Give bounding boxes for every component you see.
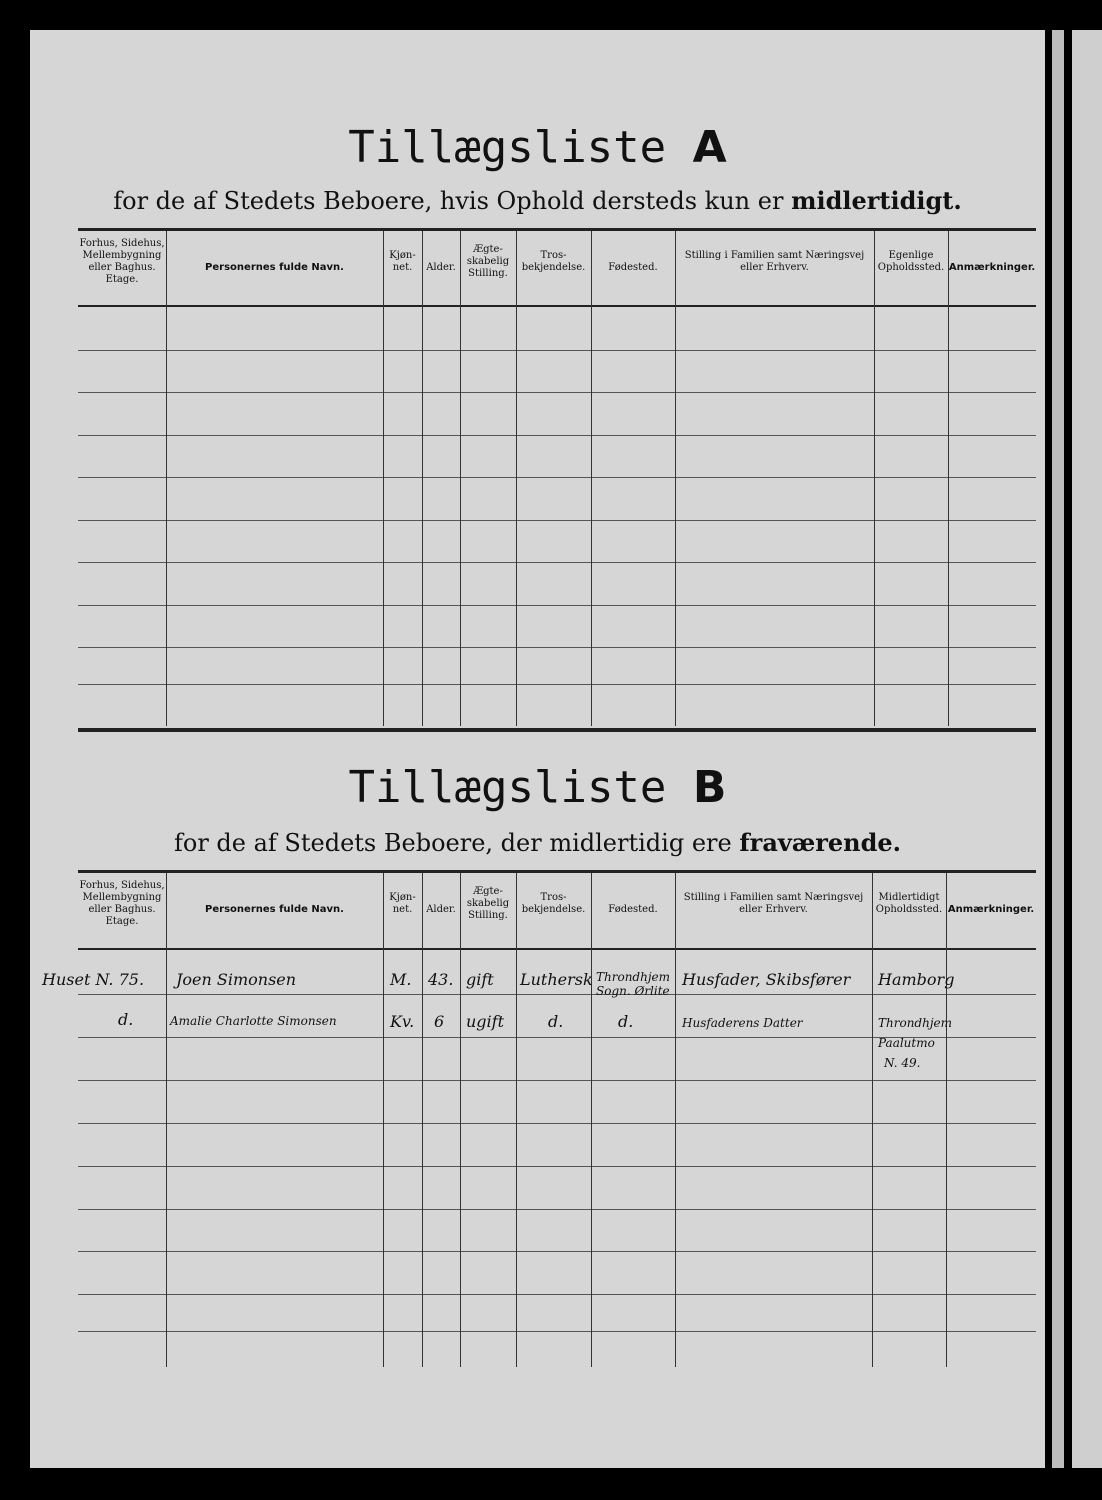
list-b-row-line — [78, 1251, 1036, 1252]
section-divider — [78, 728, 1036, 732]
list-a-row-line — [78, 392, 1036, 393]
cell-name: Amalie Charlotte Simonsen — [170, 1014, 337, 1028]
header-age: Alder. — [426, 262, 456, 273]
list-b-col-divider — [166, 873, 167, 1367]
cell-age: 6 — [434, 1012, 445, 1031]
list-a-header-rule — [78, 305, 1036, 307]
list-a-subtitle-text: for de af Stedets Beboere, hvis Ophold dersteds kun er — [113, 187, 784, 215]
adjacent-page — [1072, 30, 1102, 1468]
cell-sex: M. — [390, 970, 412, 989]
header-sex: Kjøn-net. — [389, 892, 416, 915]
header-birthplace: Fødested. — [608, 904, 658, 915]
list-b-col-divider — [460, 873, 461, 1367]
header-remarks: Anmærkninger. — [947, 904, 1035, 915]
header-age: Alder. — [426, 904, 456, 915]
list-a-title-text: Tillægsliste — [348, 122, 667, 173]
header-residence: Egenlige Opholdssted. — [877, 250, 945, 273]
cell-residence: Hamborg — [878, 970, 955, 989]
list-b-title-text: Tillægsliste — [348, 762, 667, 813]
list-b-top-rule — [78, 870, 1036, 873]
list-a-col-divider — [675, 231, 676, 726]
list-b-title — [30, 762, 1045, 813]
cell-residence-note: N. 49. — [884, 1056, 921, 1070]
list-a-col-divider — [460, 231, 461, 726]
list-a-row-line — [78, 647, 1036, 648]
list-b-row-line — [78, 1209, 1036, 1210]
cell-building: d. — [118, 1010, 134, 1029]
header-religion: Tros-bekjendelse. — [521, 250, 586, 273]
list-b-col-divider — [422, 873, 423, 1367]
list-b-col-divider — [516, 873, 517, 1367]
header-building: Forhus, Sidehus, Mellembygning eller Baghus. Etage. — [79, 880, 165, 927]
list-a-row-line — [78, 684, 1036, 685]
list-b-row-line — [78, 1294, 1036, 1295]
list-b-table — [42, 870, 1036, 1368]
list-a-title-letter: A — [692, 122, 727, 173]
list-b-col-divider — [591, 873, 592, 1367]
cell-birthplace: Throndhjem Sogn. Ørlite — [596, 970, 671, 998]
cell-marital: gift — [466, 970, 494, 989]
list-b-col-divider — [872, 873, 873, 1367]
cell-age: 43. — [428, 970, 454, 989]
list-b-row-line — [78, 994, 1036, 995]
cell-residence-note: Paalutmo — [878, 1036, 935, 1050]
list-a-col-divider — [874, 231, 875, 726]
cell-religion: d. — [548, 1012, 564, 1031]
list-a-row-line — [78, 605, 1036, 606]
list-a-col-divider — [591, 231, 592, 726]
cell-occupation: Husfader, Skibsfører — [682, 970, 851, 989]
list-b-title-letter: B — [692, 762, 727, 813]
list-b-col-divider — [946, 873, 947, 1367]
header-sex: Kjøn-net. — [389, 250, 416, 273]
list-b-col-divider — [675, 873, 676, 1367]
cell-religion: Luthersk — [520, 970, 593, 989]
header-birthplace: Fødested. — [608, 262, 658, 273]
cell-building: Huset N. 75. — [42, 970, 145, 989]
header-occupation: Stilling i Familien samt Næringsvej eller Erhverv. — [683, 892, 864, 915]
list-a-col-divider — [516, 231, 517, 726]
list-b-subtitle-text: for de af Stedets Beboere, der midlertidig ere — [173, 829, 732, 857]
header-remarks: Anmærkninger. — [948, 262, 1036, 273]
list-a-table — [78, 228, 1036, 728]
adjacent-page-edge — [1052, 30, 1064, 1468]
header-marital: Ægte-skabelig Stilling. — [466, 886, 510, 921]
list-b-row-line — [78, 1166, 1036, 1167]
header-name: Personernes fulde Navn. — [205, 262, 344, 273]
list-a-col-divider — [166, 231, 167, 726]
list-b-row-line — [78, 1123, 1036, 1124]
header-religion: Tros-bekjendelse. — [521, 892, 586, 915]
list-a-row-line — [78, 520, 1036, 521]
list-b-subtitle — [30, 828, 1045, 857]
header-marital: Ægte-skabelig Stilling. — [466, 244, 510, 279]
list-a-subtitle — [30, 186, 1045, 215]
cell-marital: ugift — [466, 1012, 505, 1031]
list-b-col-divider — [383, 873, 384, 1367]
census-page — [30, 30, 1045, 1468]
header-name: Personernes fulde Navn. — [205, 904, 344, 915]
cell-birthplace: d. — [618, 1012, 634, 1031]
list-a-row-line — [78, 350, 1036, 351]
cell-occupation: Husfaderens Datter — [682, 1016, 803, 1030]
list-a-row-line — [78, 477, 1036, 478]
header-residence: Midlertidigt Opholdssted. — [875, 892, 943, 915]
cell-residence: Throndhjem — [878, 1016, 953, 1030]
list-b-row-line — [78, 1080, 1036, 1081]
list-a-top-rule — [78, 228, 1036, 231]
list-a-row-line — [78, 435, 1036, 436]
cell-name: Joen Simonsen — [176, 970, 297, 989]
header-occupation: Stilling i Familien samt Næringsvej eller Erhverv. — [684, 250, 865, 273]
cell-sex: Kv. — [390, 1012, 415, 1031]
list-a-row-line — [78, 562, 1036, 563]
list-a-title — [30, 122, 1045, 173]
list-a-col-divider — [422, 231, 423, 726]
list-b-subtitle-bold: fraværende. — [739, 828, 901, 857]
list-a-col-divider — [948, 231, 949, 726]
list-a-col-divider — [383, 231, 384, 726]
list-b-header-rule — [78, 948, 1036, 950]
header-building: Forhus, Sidehus, Mellembygning eller Baghus. Etage. — [79, 238, 165, 285]
list-a-subtitle-bold: midlertidigt. — [791, 186, 962, 215]
list-b-row-line — [78, 1331, 1036, 1332]
